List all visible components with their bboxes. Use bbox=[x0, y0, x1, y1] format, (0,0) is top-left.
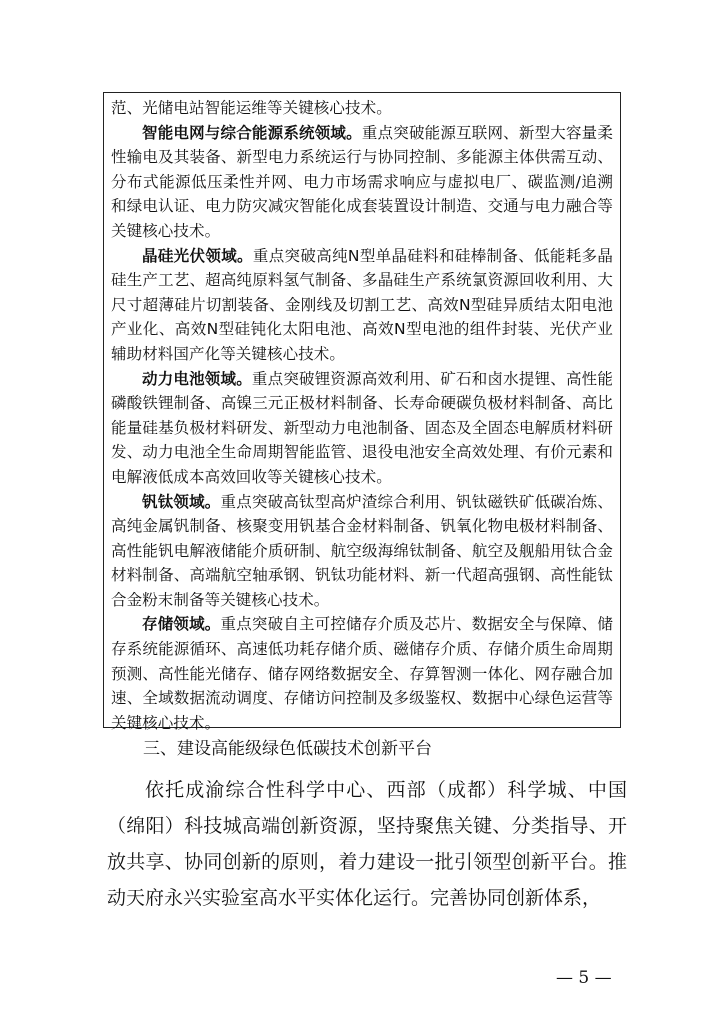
field-paragraph-storage bbox=[111, 612, 613, 735]
field-text: 重点突破能源互联网、新型大容量柔性输电及其装备、新型电力系统运行与协同控制、多能源主体供需互动、分布式能源低压柔性并网、电力市场需求响应与虚拟电厂、碳监测/追溯和绿电认证、电力防灾减灾智能化成套装置设计制造、交通与电力融合等关键核心技术。 bbox=[111, 123, 613, 240]
field-text: 重点突破高钛型高炉渣综合利用、钒钛磁铁矿低碳冶炼、高纯金属钒制备、核聚变用钒基合金材料制备、钒氧化物电极材料制备、高性能钒电解液储能介质研制、航空级海绵钛制备、航空及舰船用钛合金材料制备、高端航空轴承钢、钒钛功能材料、新一代超高强钢、高性能钛合金粉末制备等关键核心技术。 bbox=[111, 492, 613, 609]
field-title: 存储领域。 bbox=[142, 615, 221, 634]
continuation-paragraph: 范、光储电站智能运维等关键核心技术。 bbox=[111, 99, 392, 117]
technology-fields-box bbox=[103, 92, 621, 732]
field-paragraph-battery bbox=[111, 367, 613, 490]
field-text: 重点突破自主可控储存介质及芯片、数据安全与保障、储存系统能源循环、高速低功耗存储介质、磁储存介质、存储介质生命周期预测、高性能光储存、储存网络数据安全、存算智测一体化、网存融合加速、全域数据流动调度、存储访问控制及多级鉴权、数据中心绿色运营等关键核心技术。 bbox=[111, 615, 613, 732]
field-title: 动力电池领域。 bbox=[142, 369, 252, 388]
field-paragraph-vanadium-titanium bbox=[111, 490, 613, 613]
field-text: 重点突破锂资源高效利用、矿石和卤水提锂、高性能磷酸铁锂制备、高镍三元正极材料制备、长寿命硬碳负极材料制备、高比能量硅基负极材料研发、新型动力电池制备、固态及全固态电解质材料研发、动力电池全生命周期智能监管、退役电池安全高效处理、有价元素和电解液低成本高效回收等关键核心技术。 bbox=[111, 369, 613, 486]
field-title: 钒钛领域。 bbox=[142, 492, 221, 511]
field-paragraph-smart-grid bbox=[111, 121, 613, 244]
field-paragraph-photovoltaic bbox=[111, 244, 613, 367]
section-heading: 三、建设高能级绿色低碳技术创新平台 bbox=[143, 739, 432, 759]
field-text: 重点突破高纯N型单晶硅料和硅棒制备、低能耗多晶硅生产工艺、超高纯原料氢气制备、多晶硅生产系统氯资源回收利用、大尺寸超薄硅片切割装备、金刚线及切割工艺、高效N型硅异质结太阳电池产业化、高效N型硅钝化太阳电池、高效N型电池的组件封装、光伏产业辅助材料国产化等关键核心技术。 bbox=[111, 246, 613, 363]
page-number: — 5 — bbox=[556, 968, 612, 988]
field-title: 晶硅光伏领域。 bbox=[142, 246, 253, 265]
field-title: 智能电网与综合能源系统领域。 bbox=[142, 123, 362, 142]
body-paragraph: 依托成渝综合性科学中心、西部（成都）科学城、中国（绵阳）科技城高端创新资源，坚持聚焦关键、分类指导、开放共享、协同创新的原则，着力建设一批引领型创新平台。推动天府永兴实验室高水平实体化运行。完善协同创新体系， bbox=[107, 779, 627, 909]
